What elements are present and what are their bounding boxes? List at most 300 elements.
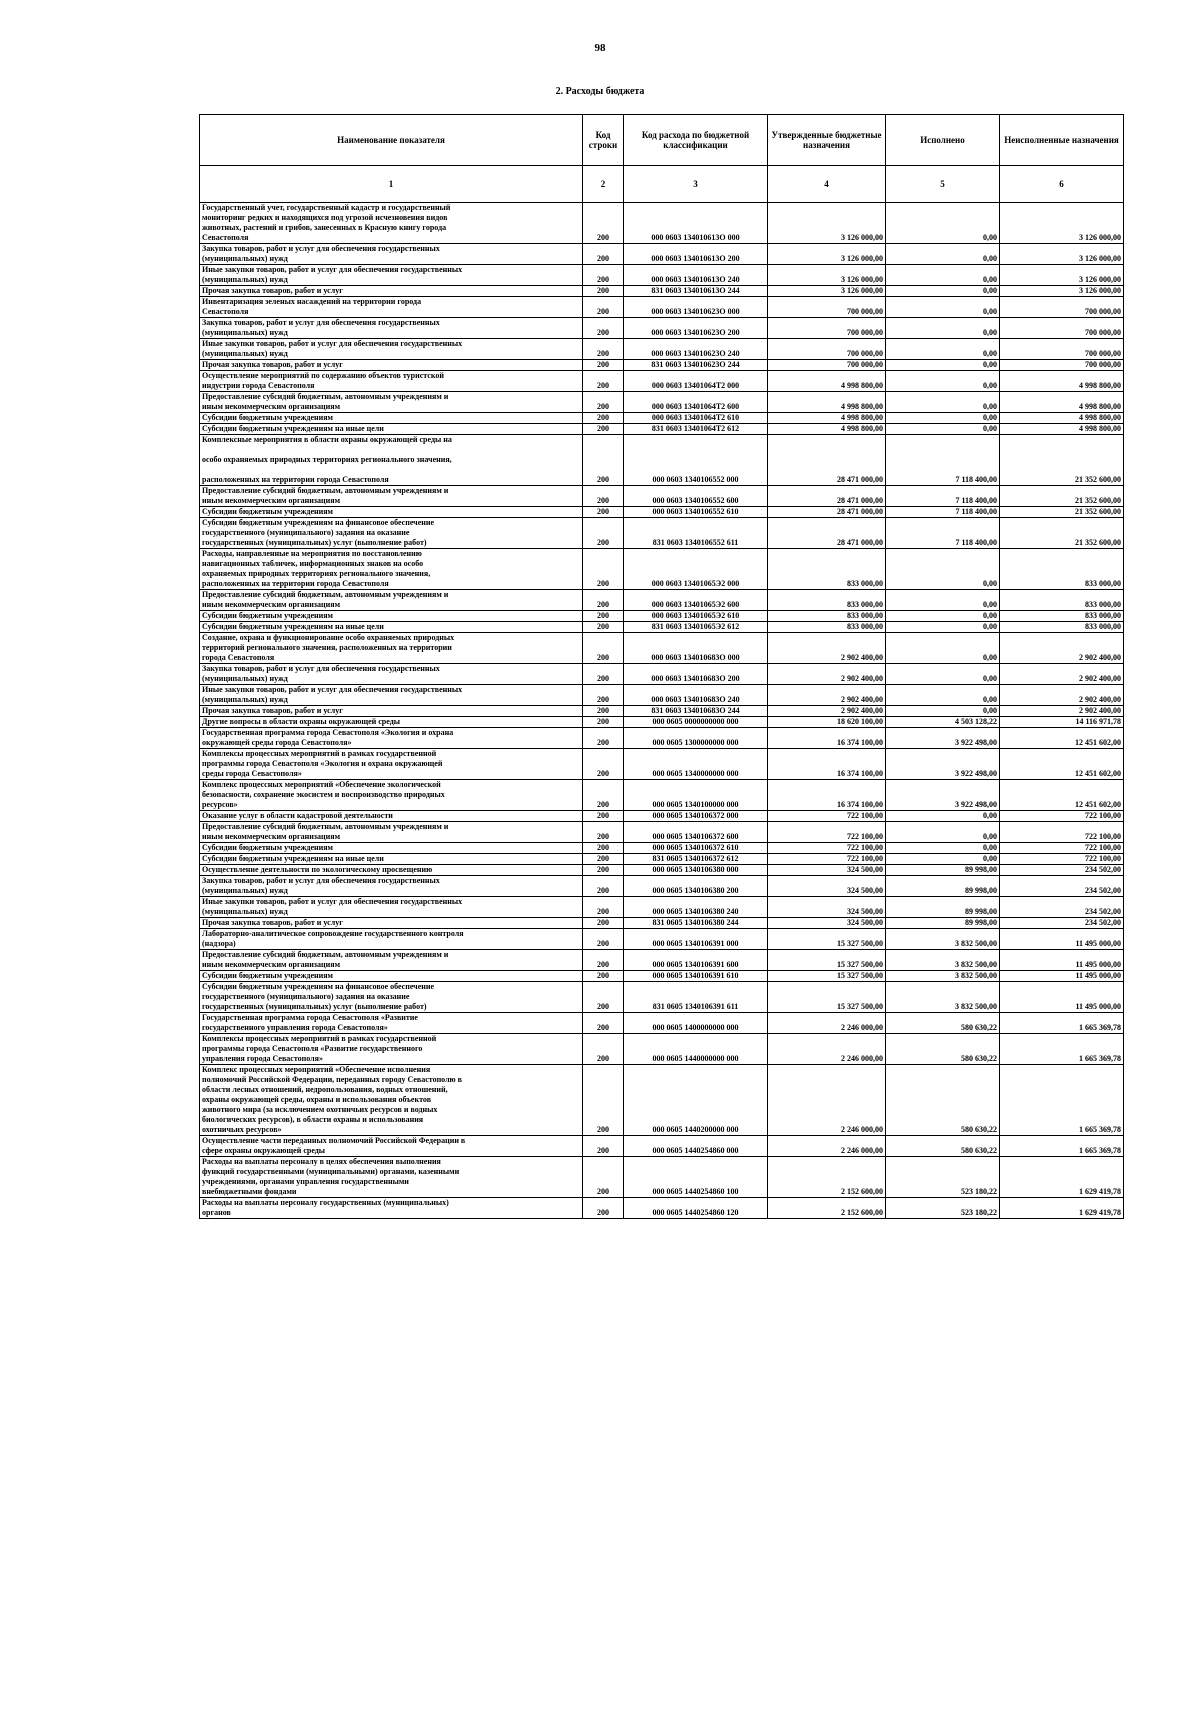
row-unexecuted-value: 700 000,00 xyxy=(1000,318,1124,339)
row-approved-value: 28 471 000,00 xyxy=(768,486,886,507)
row-line-code: 200 xyxy=(583,971,624,982)
row-indicator-name: Предоставление субсидий бюджетным, автономным учреждениям и иным некоммерческим организациям xyxy=(200,590,583,611)
row-indicator-name: Комплексы процессных мероприятий в рамках государственной программы города Севастополя «Экология и охрана окружающей среды города Севастополя» xyxy=(200,749,583,780)
row-executed-value: 0,00 xyxy=(886,265,1000,286)
row-line-code: 200 xyxy=(583,1065,624,1136)
row-expense-code: 000 0603 134010613О 240 xyxy=(624,265,768,286)
row-approved-value: 4 998 800,00 xyxy=(768,424,886,435)
row-executed-value: 3 922 498,00 xyxy=(886,749,1000,780)
row-indicator-name: Субсидии бюджетным учреждениям xyxy=(200,507,583,518)
header-unexecuted: Неисполненные назначения xyxy=(1000,115,1124,166)
row-line-code: 200 xyxy=(583,1198,624,1219)
row-indicator-name: Иные закупки товаров, работ и услуг для обеспечения государственных (муниципальных) нужд xyxy=(200,265,583,286)
row-approved-value: 2 246 000,00 xyxy=(768,1136,886,1157)
row-unexecuted-value: 11 495 000,00 xyxy=(1000,982,1124,1013)
row-approved-value: 28 471 000,00 xyxy=(768,435,886,486)
table-row xyxy=(200,950,1124,971)
row-executed-value: 580 630,22 xyxy=(886,1034,1000,1065)
row-approved-value: 18 620 100,00 xyxy=(768,717,886,728)
row-executed-value: 0,00 xyxy=(886,664,1000,685)
table-row xyxy=(200,371,1124,392)
row-executed-value: 0,00 xyxy=(886,371,1000,392)
row-expense-code: 000 0603 134010683О 240 xyxy=(624,685,768,706)
table-row xyxy=(200,1013,1124,1034)
row-expense-code: 000 0603 1340106552 610 xyxy=(624,507,768,518)
row-expense-code: 000 0605 1440254860 000 xyxy=(624,1136,768,1157)
row-expense-code: 000 0605 1440254860 120 xyxy=(624,1198,768,1219)
row-expense-code: 000 0603 134010623О 240 xyxy=(624,339,768,360)
row-unexecuted-value: 11 495 000,00 xyxy=(1000,929,1124,950)
row-indicator-name: Государственная программа города Севастополя «Экология и охрана окружающей среды города Севастополя» xyxy=(200,728,583,749)
row-unexecuted-value: 1 665 369,78 xyxy=(1000,1034,1124,1065)
row-indicator-name: Оказание услуг в области кадастровой деятельности xyxy=(200,811,583,822)
row-approved-value: 3 126 000,00 xyxy=(768,265,886,286)
row-executed-value: 3 832 500,00 xyxy=(886,950,1000,971)
row-unexecuted-value: 234 502,00 xyxy=(1000,897,1124,918)
row-approved-value: 15 327 500,00 xyxy=(768,982,886,1013)
row-approved-value: 700 000,00 xyxy=(768,318,886,339)
row-executed-value: 580 630,22 xyxy=(886,1013,1000,1034)
row-approved-value: 833 000,00 xyxy=(768,622,886,633)
row-executed-value: 0,00 xyxy=(886,611,1000,622)
row-approved-value: 4 998 800,00 xyxy=(768,392,886,413)
row-approved-value: 700 000,00 xyxy=(768,297,886,318)
row-executed-value: 580 630,22 xyxy=(886,1065,1000,1136)
row-unexecuted-value: 700 000,00 xyxy=(1000,339,1124,360)
table-row xyxy=(200,865,1124,876)
row-approved-value: 15 327 500,00 xyxy=(768,929,886,950)
header-line-code: Код строки xyxy=(583,115,624,166)
row-unexecuted-value: 700 000,00 xyxy=(1000,360,1124,371)
row-expense-code: 000 0605 1340106372 610 xyxy=(624,843,768,854)
row-executed-value: 4 503 128,22 xyxy=(886,717,1000,728)
row-line-code: 200 xyxy=(583,706,624,717)
row-unexecuted-value: 833 000,00 xyxy=(1000,590,1124,611)
table-row xyxy=(200,286,1124,297)
row-indicator-name: Закупка товаров, работ и услуг для обеспечения государственных (муниципальных) нужд xyxy=(200,664,583,685)
row-unexecuted-value: 2 902 400,00 xyxy=(1000,706,1124,717)
row-line-code: 200 xyxy=(583,918,624,929)
row-approved-value: 2 152 600,00 xyxy=(768,1157,886,1198)
row-approved-value: 16 374 100,00 xyxy=(768,728,886,749)
row-indicator-name: Расходы на выплаты персоналу государственных (муниципальных) органов xyxy=(200,1198,583,1219)
row-line-code: 200 xyxy=(583,203,624,244)
table-row xyxy=(200,706,1124,717)
row-indicator-name: Субсидии бюджетным учреждениям на иные цели xyxy=(200,424,583,435)
table-row xyxy=(200,929,1124,950)
table-row xyxy=(200,360,1124,371)
row-executed-value: 0,00 xyxy=(886,203,1000,244)
row-approved-value: 324 500,00 xyxy=(768,918,886,929)
row-indicator-name: Предоставление субсидий бюджетным, автономным учреждениям и иным некоммерческим организациям xyxy=(200,392,583,413)
row-indicator-name: Субсидии бюджетным учреждениям xyxy=(200,611,583,622)
row-executed-value: 0,00 xyxy=(886,339,1000,360)
row-executed-value: 7 118 400,00 xyxy=(886,486,1000,507)
table-row xyxy=(200,749,1124,780)
row-line-code: 200 xyxy=(583,486,624,507)
row-indicator-name: Субсидии бюджетным учреждениям xyxy=(200,413,583,424)
row-indicator-name: Иные закупки товаров, работ и услуг для обеспечения государственных (муниципальных) нужд xyxy=(200,897,583,918)
row-expense-code: 000 0603 1340106552 600 xyxy=(624,486,768,507)
header-executed: Исполнено xyxy=(886,115,1000,166)
table-row xyxy=(200,685,1124,706)
row-expense-code: 831 0603 134010623О 244 xyxy=(624,360,768,371)
table-row xyxy=(200,822,1124,843)
row-unexecuted-value: 722 100,00 xyxy=(1000,843,1124,854)
table-row xyxy=(200,392,1124,413)
row-indicator-name: Комплексы процессных мероприятий в рамках государственной программы города Севастополя «Развитие государственного управления города Севастополя» xyxy=(200,1034,583,1065)
row-indicator-name: Осуществление части переданных полномочий Российской Федерации в сфере охраны окружающей среды xyxy=(200,1136,583,1157)
row-executed-value: 0,00 xyxy=(886,822,1000,843)
row-indicator-name: Другие вопросы в области охраны окружающей среды xyxy=(200,717,583,728)
row-indicator-name: Субсидии бюджетным учреждениям на иные цели xyxy=(200,854,583,865)
row-unexecuted-value: 722 100,00 xyxy=(1000,822,1124,843)
table-row xyxy=(200,590,1124,611)
row-expense-code: 000 0605 1440254860 100 xyxy=(624,1157,768,1198)
row-unexecuted-value: 722 100,00 xyxy=(1000,811,1124,822)
row-approved-value: 324 500,00 xyxy=(768,865,886,876)
row-executed-value: 0,00 xyxy=(886,286,1000,297)
row-unexecuted-value: 833 000,00 xyxy=(1000,611,1124,622)
column-number: 6 xyxy=(1000,166,1124,203)
row-line-code: 200 xyxy=(583,982,624,1013)
row-approved-value: 15 327 500,00 xyxy=(768,971,886,982)
column-number: 4 xyxy=(768,166,886,203)
row-approved-value: 4 998 800,00 xyxy=(768,413,886,424)
table-row xyxy=(200,435,1124,486)
row-executed-value: 89 998,00 xyxy=(886,865,1000,876)
page-number: 98 xyxy=(594,42,606,54)
row-executed-value: 0,00 xyxy=(886,360,1000,371)
row-approved-value: 28 471 000,00 xyxy=(768,507,886,518)
row-unexecuted-value: 2 902 400,00 xyxy=(1000,685,1124,706)
row-unexecuted-value: 12 451 602,00 xyxy=(1000,728,1124,749)
row-executed-value: 89 998,00 xyxy=(886,876,1000,897)
row-executed-value: 0,00 xyxy=(886,590,1000,611)
row-approved-value: 2 246 000,00 xyxy=(768,1065,886,1136)
row-unexecuted-value: 833 000,00 xyxy=(1000,622,1124,633)
row-expense-code: 000 0603 134010623О 000 xyxy=(624,297,768,318)
row-line-code: 200 xyxy=(583,780,624,811)
row-line-code: 200 xyxy=(583,435,624,486)
row-expense-code: 000 0603 134010613О 200 xyxy=(624,244,768,265)
header-approved: Утвержденные бюджетные назначения xyxy=(768,115,886,166)
table-row xyxy=(200,486,1124,507)
row-unexecuted-value: 3 126 000,00 xyxy=(1000,265,1124,286)
row-expense-code: 000 0605 1340106372 600 xyxy=(624,822,768,843)
row-approved-value: 2 902 400,00 xyxy=(768,706,886,717)
row-unexecuted-value: 4 998 800,00 xyxy=(1000,413,1124,424)
row-line-code: 200 xyxy=(583,843,624,854)
row-line-code: 200 xyxy=(583,371,624,392)
row-indicator-name: Прочая закупка товаров, работ и услуг xyxy=(200,706,583,717)
row-indicator-name: Осуществление деятельности по экологическому просвещению xyxy=(200,865,583,876)
row-expense-code: 000 0605 1340106372 000 xyxy=(624,811,768,822)
row-indicator-name: Прочая закупка товаров, работ и услуг xyxy=(200,360,583,371)
row-executed-value: 3 922 498,00 xyxy=(886,780,1000,811)
row-approved-value: 722 100,00 xyxy=(768,822,886,843)
row-indicator-name: Субсидии бюджетным учреждениям xyxy=(200,843,583,854)
row-approved-value: 16 374 100,00 xyxy=(768,749,886,780)
section-title: 2. Расходы бюджета xyxy=(555,86,645,97)
table-row xyxy=(200,622,1124,633)
row-line-code: 200 xyxy=(583,717,624,728)
row-indicator-name: Субсидии бюджетным учреждениям на иные цели xyxy=(200,622,583,633)
row-unexecuted-value: 3 126 000,00 xyxy=(1000,203,1124,244)
row-indicator-name: Создание, охрана и функционирование особо охраняемых природных территорий регионального значения, расположенных на территории города Севастополя xyxy=(200,633,583,664)
row-unexecuted-value: 12 451 602,00 xyxy=(1000,749,1124,780)
row-executed-value: 0,00 xyxy=(886,413,1000,424)
row-unexecuted-value: 21 352 600,00 xyxy=(1000,518,1124,549)
row-indicator-name: Закупка товаров, работ и услуг для обеспечения государственных (муниципальных) нужд xyxy=(200,244,583,265)
row-unexecuted-value: 11 495 000,00 xyxy=(1000,950,1124,971)
budget-table xyxy=(199,114,1124,1219)
row-indicator-name: Закупка товаров, работ и услуг для обеспечения государственных (муниципальных) нужд xyxy=(200,876,583,897)
table-row xyxy=(200,1034,1124,1065)
row-indicator-name: Предоставление субсидий бюджетным, автономным учреждениям и иным некоммерческим организациям xyxy=(200,950,583,971)
row-expense-code: 000 0603 134010683О 200 xyxy=(624,664,768,685)
row-line-code: 200 xyxy=(583,749,624,780)
row-approved-value: 2 902 400,00 xyxy=(768,633,886,664)
row-line-code: 200 xyxy=(583,1013,624,1034)
table-row xyxy=(200,297,1124,318)
table-row xyxy=(200,664,1124,685)
row-line-code: 200 xyxy=(583,611,624,622)
row-line-code: 200 xyxy=(583,413,624,424)
table-row xyxy=(200,318,1124,339)
row-line-code: 200 xyxy=(583,360,624,371)
table-row xyxy=(200,728,1124,749)
row-indicator-name: Субсидии бюджетным учреждениям на финансовое обеспечение государственного (муниципального) задания на оказание государственных (муниципальных) услуг (выполнение работ) xyxy=(200,982,583,1013)
row-expense-code: 000 0605 1400000000 000 xyxy=(624,1013,768,1034)
row-unexecuted-value: 1 665 369,78 xyxy=(1000,1013,1124,1034)
row-indicator-name: Иные закупки товаров, работ и услуг для обеспечения государственных (муниципальных) нужд xyxy=(200,685,583,706)
table-header-row xyxy=(200,115,1124,166)
row-executed-value: 0,00 xyxy=(886,622,1000,633)
row-executed-value: 89 998,00 xyxy=(886,897,1000,918)
table-row xyxy=(200,1198,1124,1219)
row-approved-value: 3 126 000,00 xyxy=(768,244,886,265)
row-executed-value: 7 118 400,00 xyxy=(886,435,1000,486)
column-number: 2 xyxy=(583,166,624,203)
row-executed-value: 0,00 xyxy=(886,633,1000,664)
row-indicator-name: Закупка товаров, работ и услуг для обеспечения государственных (муниципальных) нужд xyxy=(200,318,583,339)
table-row xyxy=(200,413,1124,424)
row-executed-value: 89 998,00 xyxy=(886,918,1000,929)
row-unexecuted-value: 2 902 400,00 xyxy=(1000,633,1124,664)
row-line-code: 200 xyxy=(583,507,624,518)
row-expense-code: 000 0605 1340106391 600 xyxy=(624,950,768,971)
row-line-code: 200 xyxy=(583,664,624,685)
table-row xyxy=(200,876,1124,897)
row-line-code: 200 xyxy=(583,518,624,549)
row-approved-value: 722 100,00 xyxy=(768,843,886,854)
row-expense-code: 000 0603 134010623О 200 xyxy=(624,318,768,339)
row-line-code: 200 xyxy=(583,811,624,822)
row-line-code: 200 xyxy=(583,950,624,971)
row-approved-value: 2 152 600,00 xyxy=(768,1198,886,1219)
row-unexecuted-value: 3 126 000,00 xyxy=(1000,244,1124,265)
row-line-code: 200 xyxy=(583,339,624,360)
table-row xyxy=(200,854,1124,865)
row-indicator-name: Государственная программа города Севастополя «Развитие государственного управления города Севастополя» xyxy=(200,1013,583,1034)
row-unexecuted-value: 2 902 400,00 xyxy=(1000,664,1124,685)
row-executed-value: 523 180,22 xyxy=(886,1198,1000,1219)
row-executed-value: 0,00 xyxy=(886,685,1000,706)
row-expense-code: 000 0603 13401065Э2 000 xyxy=(624,549,768,590)
row-indicator-name: Комплекс процессных мероприятий «Обеспечение экологической безопасности, сохранение экосистем и воспроизводство природных ресурсов» xyxy=(200,780,583,811)
row-unexecuted-value: 11 495 000,00 xyxy=(1000,971,1124,982)
row-indicator-name: Прочая закупка товаров, работ и услуг xyxy=(200,286,583,297)
row-unexecuted-value: 21 352 600,00 xyxy=(1000,486,1124,507)
row-line-code: 200 xyxy=(583,876,624,897)
row-line-code: 200 xyxy=(583,549,624,590)
table-row xyxy=(200,203,1124,244)
row-expense-code: 831 0603 1340106552 611 xyxy=(624,518,768,549)
row-line-code: 200 xyxy=(583,297,624,318)
row-line-code: 200 xyxy=(583,685,624,706)
row-expense-code: 000 0605 1340106380 240 xyxy=(624,897,768,918)
row-executed-value: 0,00 xyxy=(886,244,1000,265)
row-line-code: 200 xyxy=(583,424,624,435)
row-expense-code: 000 0605 0000000000 000 xyxy=(624,717,768,728)
row-expense-code: 831 0605 1340106372 612 xyxy=(624,854,768,865)
row-expense-code: 000 0605 1300000000 000 xyxy=(624,728,768,749)
table-row xyxy=(200,611,1124,622)
row-indicator-name: Лабораторно-аналитическое сопровождение государственного контроля (надзора) xyxy=(200,929,583,950)
row-expense-code: 000 0603 13401065Э2 600 xyxy=(624,590,768,611)
column-number: 3 xyxy=(624,166,768,203)
row-unexecuted-value: 234 502,00 xyxy=(1000,876,1124,897)
row-line-code: 200 xyxy=(583,392,624,413)
row-expense-code: 000 0603 134010683О 000 xyxy=(624,633,768,664)
row-unexecuted-value: 1 665 369,78 xyxy=(1000,1065,1124,1136)
row-expense-code: 000 0605 1340106380 200 xyxy=(624,876,768,897)
row-executed-value: 3 832 500,00 xyxy=(886,971,1000,982)
row-approved-value: 700 000,00 xyxy=(768,339,886,360)
row-approved-value: 324 500,00 xyxy=(768,876,886,897)
table-row xyxy=(200,717,1124,728)
row-expense-code: 000 0605 1340106380 000 xyxy=(624,865,768,876)
row-unexecuted-value: 234 502,00 xyxy=(1000,865,1124,876)
row-expense-code: 000 0605 1340000000 000 xyxy=(624,749,768,780)
row-expense-code: 000 0603 134010613О 000 xyxy=(624,203,768,244)
row-indicator-name: Предоставление субсидий бюджетным, автономным учреждениям и иным некоммерческим организациям xyxy=(200,822,583,843)
row-unexecuted-value: 1 629 419,78 xyxy=(1000,1198,1124,1219)
row-line-code: 200 xyxy=(583,822,624,843)
row-indicator-name: Осуществление мероприятий по содержанию объектов туристской индустрии города Севастополя xyxy=(200,371,583,392)
row-unexecuted-value: 12 451 602,00 xyxy=(1000,780,1124,811)
row-expense-code: 831 0605 1340106391 611 xyxy=(624,982,768,1013)
row-executed-value: 0,00 xyxy=(886,424,1000,435)
row-line-code: 200 xyxy=(583,929,624,950)
row-approved-value: 833 000,00 xyxy=(768,549,886,590)
row-unexecuted-value: 3 126 000,00 xyxy=(1000,286,1124,297)
row-unexecuted-value: 700 000,00 xyxy=(1000,297,1124,318)
row-approved-value: 3 126 000,00 xyxy=(768,286,886,297)
table-row xyxy=(200,811,1124,822)
row-line-code: 200 xyxy=(583,728,624,749)
row-expense-code: 831 0603 13401064Т2 612 xyxy=(624,424,768,435)
row-expense-code: 000 0603 13401064Т2 000 xyxy=(624,371,768,392)
row-line-code: 200 xyxy=(583,286,624,297)
row-unexecuted-value: 21 352 600,00 xyxy=(1000,507,1124,518)
row-executed-value: 0,00 xyxy=(886,297,1000,318)
row-approved-value: 833 000,00 xyxy=(768,611,886,622)
row-indicator-name: Прочая закупка товаров, работ и услуг xyxy=(200,918,583,929)
row-expense-code: 831 0605 1340106380 244 xyxy=(624,918,768,929)
column-number-row xyxy=(200,166,1124,203)
row-unexecuted-value: 1 665 369,78 xyxy=(1000,1136,1124,1157)
row-approved-value: 16 374 100,00 xyxy=(768,780,886,811)
row-executed-value: 580 630,22 xyxy=(886,1136,1000,1157)
row-expense-code: 000 0603 13401064Т2 600 xyxy=(624,392,768,413)
row-indicator-name: Расходы на выплаты персоналу в целях обеспечения выполнения функций государственными (муниципальными) органами, казенными учреждениями, органами управления государственными внебюджетными фондами xyxy=(200,1157,583,1198)
row-expense-code: 831 0603 134010683О 244 xyxy=(624,706,768,717)
row-line-code: 200 xyxy=(583,590,624,611)
row-expense-code: 000 0605 1340106391 610 xyxy=(624,971,768,982)
row-indicator-name: Расходы, направленные на мероприятия по восстановлению навигационных табличек, информационных знаков на особо охраняемых природных территориях регионального значения, расположенных на территории города Севастополя xyxy=(200,549,583,590)
row-executed-value: 523 180,22 xyxy=(886,1157,1000,1198)
row-unexecuted-value: 722 100,00 xyxy=(1000,854,1124,865)
row-approved-value: 28 471 000,00 xyxy=(768,518,886,549)
row-unexecuted-value: 234 502,00 xyxy=(1000,918,1124,929)
row-approved-value: 722 100,00 xyxy=(768,811,886,822)
row-line-code: 200 xyxy=(583,633,624,664)
table-row xyxy=(200,918,1124,929)
row-executed-value: 3 832 500,00 xyxy=(886,929,1000,950)
row-expense-code: 000 0605 1340100000 000 xyxy=(624,780,768,811)
row-executed-value: 0,00 xyxy=(886,392,1000,413)
row-approved-value: 15 327 500,00 xyxy=(768,950,886,971)
table-row xyxy=(200,424,1124,435)
row-expense-code: 000 0603 1340106552 000 xyxy=(624,435,768,486)
row-approved-value: 2 246 000,00 xyxy=(768,1034,886,1065)
row-executed-value: 0,00 xyxy=(886,811,1000,822)
row-unexecuted-value: 4 998 800,00 xyxy=(1000,392,1124,413)
row-indicator-name: Иные закупки товаров, работ и услуг для обеспечения государственных (муниципальных) нужд xyxy=(200,339,583,360)
table-row xyxy=(200,1136,1124,1157)
row-unexecuted-value: 833 000,00 xyxy=(1000,549,1124,590)
row-line-code: 200 xyxy=(583,622,624,633)
table-row xyxy=(200,265,1124,286)
row-approved-value: 722 100,00 xyxy=(768,854,886,865)
row-indicator-name: Субсидии бюджетным учреждениям xyxy=(200,971,583,982)
row-line-code: 200 xyxy=(583,1034,624,1065)
header-indicator-name: Наименование показателя xyxy=(200,115,583,166)
table-row xyxy=(200,897,1124,918)
row-unexecuted-value: 14 116 971,78 xyxy=(1000,717,1124,728)
row-expense-code: 000 0605 1440000000 000 xyxy=(624,1034,768,1065)
table-row xyxy=(200,339,1124,360)
row-executed-value: 0,00 xyxy=(886,854,1000,865)
table-row xyxy=(200,507,1124,518)
table-row xyxy=(200,971,1124,982)
row-line-code: 200 xyxy=(583,318,624,339)
row-executed-value: 0,00 xyxy=(886,318,1000,339)
row-indicator-name: Комплексные мероприятия в области охраны окружающей среды на особо охраняемых природных территориях регионального значения, расположенных на территории города Севастополя xyxy=(200,435,583,486)
table-row xyxy=(200,843,1124,854)
row-approved-value: 324 500,00 xyxy=(768,897,886,918)
row-approved-value: 2 902 400,00 xyxy=(768,664,886,685)
row-indicator-name: Комплекс процессных мероприятий «Обеспечение исполнения полномочий Российской Федерации, переданных городу Севастополю в области лесных отношений, недропользования, водных отношений, охраны окружающей среды, охраны и использования объектов животного мира (за исключением охотничьих ресурсов и водных биологических ресурсов), в области охраны и использования охотничьих ресурсов» xyxy=(200,1065,583,1136)
row-unexecuted-value: 1 629 419,78 xyxy=(1000,1157,1124,1198)
column-number: 5 xyxy=(886,166,1000,203)
row-approved-value: 700 000,00 xyxy=(768,360,886,371)
column-number: 1 xyxy=(200,166,583,203)
row-line-code: 200 xyxy=(583,1136,624,1157)
row-expense-code: 000 0603 13401065Э2 610 xyxy=(624,611,768,622)
